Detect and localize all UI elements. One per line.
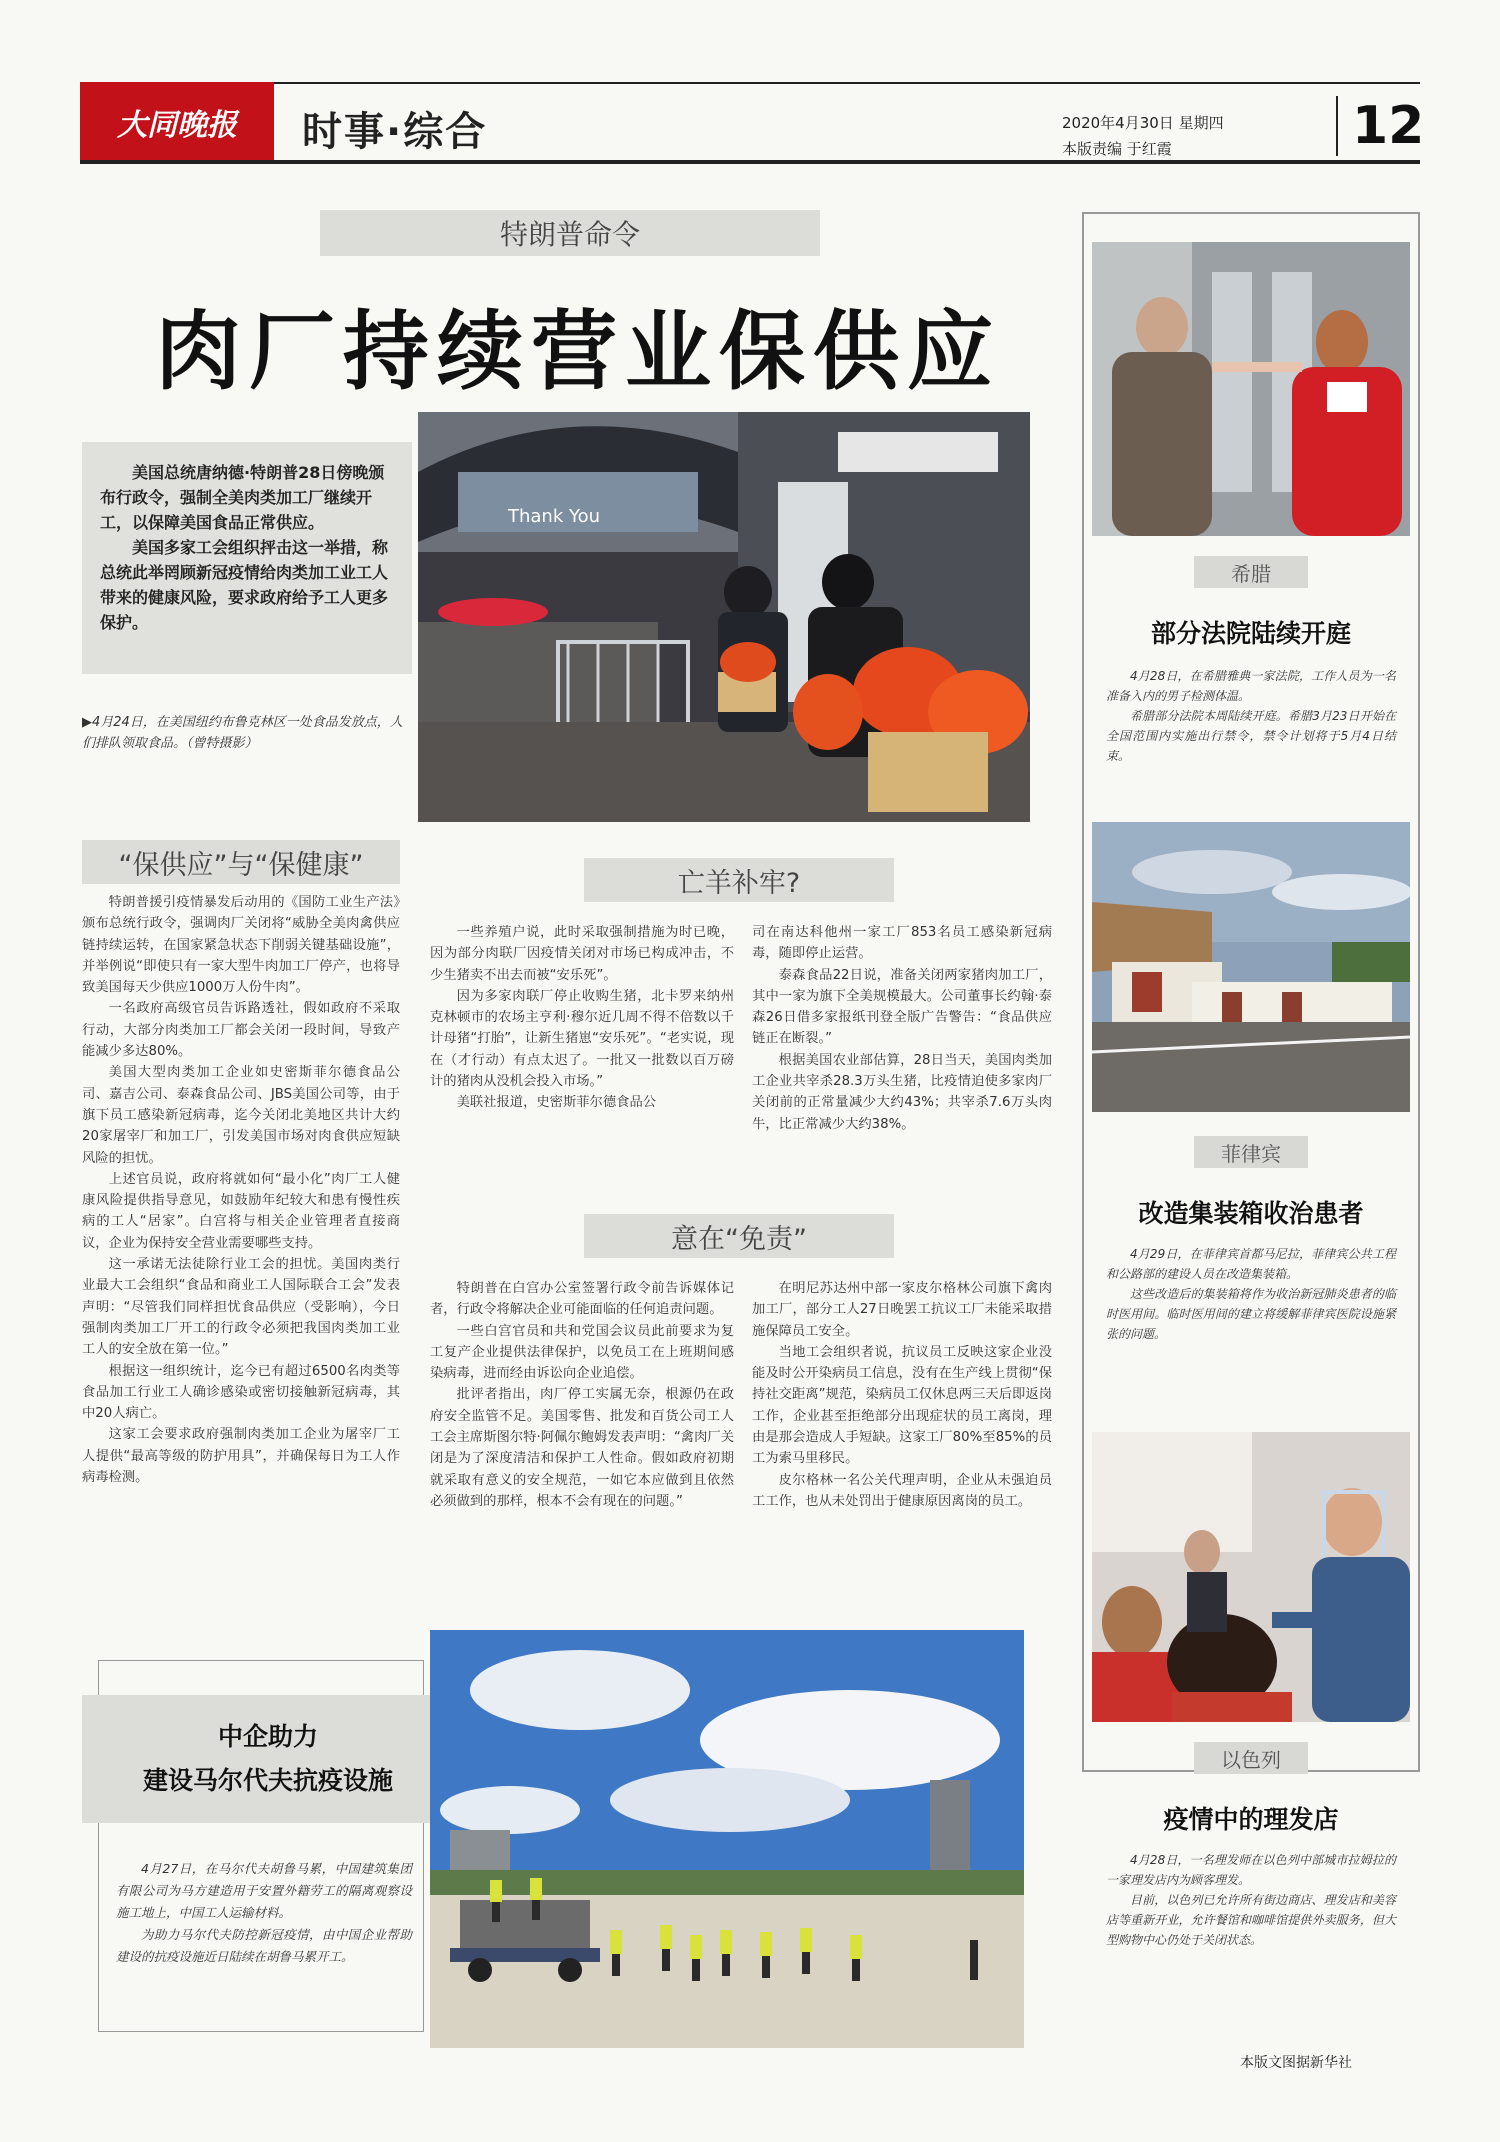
col5-p1: 在明尼苏达州中部一家皮尔格林公司旗下禽肉加工厂，部分工人27日晚罢工抗议工厂未能采取措施保障员工安全。 <box>752 1281 1052 1339</box>
sidebar-greece-p2: 希腊部分法院本周陆续开庭。希腊3月23日开始在全国范围内实施出行禁令，禁令计划将于5月4日结束。 <box>1106 709 1396 763</box>
sidebar-title-greece: 部分法院陆续开庭 <box>1150 619 1351 648</box>
col1-p2: 一名政府高级官员告诉路透社，假如政府不采取行动，大部分肉类加工厂都会关闭一段时间，导致产能减少多达80%。 <box>82 1001 400 1060</box>
sidebar-text-israel <box>1106 1850 1396 1950</box>
col5-p2: 当地工会组织者说，抗议员工反映这家企业没能及时公开染病员工信息，没有在生产线上贯彻“保持社交距离”规范，染病员工仅休息两三天后即返岗工作，企业甚至拒绝部分出现症状的员工离岗，理由是那会造成人手短缺。这家工厂80%至85%的员工为索马里移民。 <box>752 1344 1052 1467</box>
sidebar-philippines-p1: 4月29日，在菲律宾首都马尼拉，菲律宾公共工程和公路部的建设人员在改造集装箱。 <box>1106 1247 1396 1281</box>
col1-p1: 特朗普援引疫情暴发后动用的《国防工业生产法》颁布总统行政令，强调肉厂关闭将“威胁全美肉禽供应链持续运转，在国家紧急状态下削弱关键基础设施”，并举例说“即使只有一家大型牛肉加工厂停产，也将导致美国每天少供应1000万人份牛肉”。 <box>82 895 400 996</box>
col2-p2: 因为多家肉联厂停止收购生猪，北卡罗来纳州克林顿市的农场主亨利·穆尔近几周不得不倍数以千计母猪“打胎”，让新生猪崽“安乐死”。“老实说，现在（才行动）有点太迟了。一批又一批数以百万磅计的猪肉从没机会投入市场。” <box>430 988 734 1090</box>
col4-p1: 特朗普在白宫办公室签署行政令前告诉媒体记者，行政令将解决企业可能面临的任何追责问题。 <box>430 1281 734 1318</box>
col1-p5: 这一承诺无法徒除行业工会的担忧。美国肉类行业最大工会组织“食品和商业工人国际联合工会”发表声明：“尽管我们同样担忧食品供应（受影响），今日强制肉类加工厂开工的行政令必须把我国肉类加工业工人的安全放在第一位。” <box>82 1257 400 1358</box>
maldives-story-text <box>116 1858 412 1968</box>
article-column-2 <box>430 922 734 1114</box>
issue-date: 2020年4月30日 星期四 <box>1062 114 1224 132</box>
israel-barbershop-photo <box>1092 1432 1410 1722</box>
sidebar-text-philippines <box>1106 1244 1396 1344</box>
headline-title: 肉厂持续营业保供应 <box>155 302 1001 402</box>
article-column-5 <box>752 1278 1052 1512</box>
sidebar-label-israel: 以色列 <box>1194 1742 1308 1774</box>
col1-p6: 根据这一组织统计，迄今已有超过6500名肉类等食品加工行业工人确诊感染或密切接触新冠病毒，其中20人病亡。 <box>82 1363 400 1422</box>
col2-p1: 一些养殖户说，此时采取强制措施为时已晚，因为部分肉联厂因疫情关闭对市场已构成冲击，不少生猪卖不出去而被“安乐死”。 <box>430 925 734 983</box>
sidebar-israel-p1: 4月28日，一名理发师在以色列中部城市拉姆拉的一家理发店内为顾客理发。 <box>1106 1853 1396 1887</box>
article-column-1 <box>82 892 400 1488</box>
lead-paragraphs <box>82 442 412 674</box>
col1-p7: 这家工会要求政府强制肉类加工企业为屠宰厂工人提供“最高等级的防护用具”，并确保每日为工人作病毒检测。 <box>82 1427 400 1486</box>
philippines-container-photo <box>1092 822 1410 1112</box>
page-number: 12 <box>1352 96 1425 156</box>
maldives-title-line1: 中企助力 <box>217 1722 318 1751</box>
maldives-construction-photo <box>430 1630 1024 2048</box>
article-column-4 <box>430 1278 734 1512</box>
newspaper-logo: 大同晚报 <box>80 82 274 162</box>
col4-p3: 批评者指出，肉厂停工实属无奈，根源仍在政府安全监管不足。美国零售、批发和百货公司工人工会主席斯图尔特·阿佩尔鲍姆发表声明：“禽肉厂关闭是为了深度清洁和保护工人性命。假如政府初期就采取有意义的安全规范，一如它本应做到且依然必须做到的那样，根本不会有现在的问题。” <box>430 1387 734 1509</box>
sidebar-israel-p2: 目前，以色列已允许所有街边商店、理发店和美容店等重新开业，允许餐馆和咖啡馆提供外卖服务，但大型购物中心仍处于关闭状态。 <box>1106 1893 1396 1947</box>
headline-kicker: 特朗普命令 <box>320 210 820 256</box>
article-column-3 <box>752 922 1052 1135</box>
sidebar-title-israel: 疫情中的理发店 <box>1163 1805 1339 1834</box>
sidebar-text-greece <box>1106 666 1396 766</box>
lead-p1: 美国总统唐纳德·特朗普28日傍晚颁布行政令，强制全美肉类加工厂继续开工，以保障美国食品正常供应。 <box>100 463 385 532</box>
photo-credit: 本版文图据新华社 <box>1240 2055 1352 2071</box>
section-heading-exemption: 意在“免责” <box>584 1214 894 1258</box>
masthead-top-rule <box>80 82 1420 84</box>
col3-p3: 根据美国农业部估算，28日当天，美国肉类加工企业共宰杀28.3万头生猪，比疫情迫使多家肉厂关闭前的正常量减少大约43%；共宰杀7.6万头肉牛，比正常减少大约38%。 <box>752 1052 1052 1132</box>
col4-p2: 一些白宫官员和共和党国会议员此前要求为复工复产企业提供法律保护，以免员工在上班期间感染病毒，进而经由诉讼向企业追偿。 <box>430 1323 734 1382</box>
greece-court-photo <box>1092 242 1410 536</box>
main-photo-food-distribution <box>418 412 1030 822</box>
section-heading-supply-health: “保供应”与“保健康” <box>82 840 400 884</box>
maldives-title-box <box>82 1695 454 1823</box>
page-editor: 本版责编 于红霞 <box>1062 140 1172 158</box>
main-photo-caption: ▶4月24日，在美国纽约布鲁克林区一处食品发放点，人们排队领取食品。（曾特摄影） <box>82 715 403 751</box>
sidebar-title-philippines: 改造集装箱收治患者 <box>1138 1199 1364 1228</box>
sidebar-label-greece: 希腊 <box>1194 556 1308 588</box>
sidebar-philippines-p2: 这些改造后的集装箱将作为收治新冠肺炎患者的临时医用间。临时医用间的建立将缓解菲律宾医院设施紧张的问题。 <box>1106 1287 1396 1341</box>
maldives-p2: 为助力马尔代夫防控新冠疫情，由中国企业帮助建设的抗疫设施近日陆续在胡鲁马累开工。 <box>116 1927 412 1964</box>
banner-text: Thank You <box>508 506 601 527</box>
masthead-divider <box>1336 96 1338 156</box>
maldives-title-line2: 建设马尔代夫抗疫设施 <box>142 1766 393 1795</box>
col5-p3: 皮尔格林一名公关代理声明，企业从未强迫员工工作，也从未处罚出于健康原因离岗的员工。 <box>752 1472 1052 1509</box>
section-heading-too-late: 亡羊补牢? <box>584 858 894 902</box>
col3-p1: 司在南达科他州一家工厂853名员工感染新冠病毒，随即停止运营。 <box>752 925 1052 962</box>
col1-p4: 上述官员说，政府将就如何“最小化”肉厂工人健康风险提供指导意见，如鼓励年纪较大和患有慢性疾病的工人“居家”。白宫将与相关企业管理者直接商议，企业为保持安全营业需要哪些支持。 <box>82 1171 400 1251</box>
sidebar-label-philippines: 菲律宾 <box>1194 1136 1308 1168</box>
col1-p3: 美国大型肉类加工企业如史密斯菲尔德食品公司、嘉吉公司、泰森食品公司、JBS美国公司等，由于旗下员工感染新冠病毒，迄今关闭北美地区共计大约20家屠宰厂和加工厂，引发美国市场对肉食供应短缺风险的担忧。 <box>82 1065 400 1166</box>
masthead-bottom-rule <box>80 160 1420 164</box>
section-title: 时事·综合 <box>302 109 488 155</box>
lead-p2: 美国多家工会组织抨击这一举措，称总统此举罔顾新冠疫情给肉类加工业工人带来的健康风险，要求政府给予工人更多保护。 <box>100 538 389 632</box>
col3-p2: 泰森食品22日说，准备关闭两家猪肉加工厂，其中一家为旗下全美规模最大。公司董事长约翰·泰森26日借多家报纸刊登全版广告警告：“食品供应链正在断裂。” <box>752 967 1052 1047</box>
sidebar-greece-p1: 4月28日，在希腊雅典一家法院，工作人员为一名准备入内的男子检测体温。 <box>1106 669 1396 703</box>
maldives-p1: 4月27日，在马尔代夫胡鲁马累，中国建筑集团有限公司为马方建造用于安置外籍劳工的隔离观察设施工地上，中国工人运输材料。 <box>116 1861 412 1920</box>
col2-p3: 美联社报道，史密斯菲尔德食品公 <box>456 1095 657 1111</box>
